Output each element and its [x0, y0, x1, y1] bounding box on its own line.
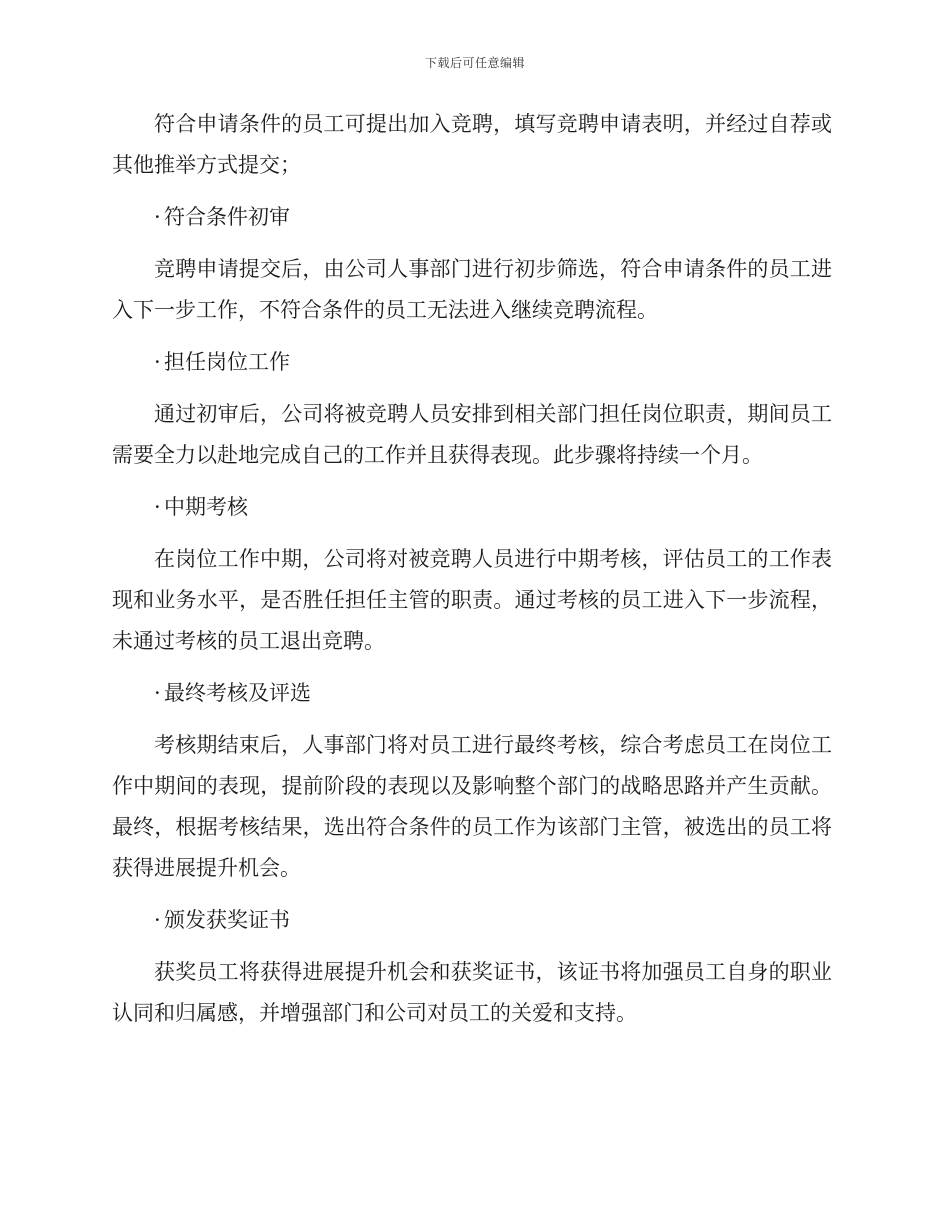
section-heading [112, 197, 832, 238]
section-heading-text: 符合条件初审 [164, 205, 290, 229]
page-header: 下载后可任意编辑 [424, 56, 525, 70]
paragraph: 通过初审后，公司将被竞聘人员安排到相关部门担任岗位职责，期间员工需要全力以赴地完成自己的工作并且获得表现。此步骤将持续一个月。 [112, 402, 832, 467]
paragraph: 符合申请条件的员工可提出加入竞聘，填写竞聘申请表明，并经过自荐或其他推举方式提交； [112, 112, 832, 177]
bullet-dot: · [154, 681, 161, 705]
paragraph: 考核期结束后，人事部门将对员工进行最终考核，综合考虑员工在岗位工作中期间的表现，提前阶段的表现以及影响整个部门的战略思路并产生贡献。最终，根据考核结果，选出符合条件的员工作为该部门主管，被选出的员工将获得进展提升机会。 [112, 733, 832, 880]
bullet-dot: · [154, 350, 161, 374]
paragraph: 在岗位工作中期，公司将对被竞聘人员进行中期考核，评估员工的工作表现和业务水平，是否胜任担任主管的职责。通过考核的员工进入下一步流程，未通过考核的员工退出竞聘。 [112, 547, 832, 653]
section-heading [112, 342, 832, 383]
document-body [112, 104, 832, 1045]
section-heading-text: 中期考核 [164, 495, 248, 519]
bullet-dot: · [154, 205, 161, 229]
section-heading-text: 颁发获奖证书 [164, 908, 290, 932]
bullet-dot: · [154, 495, 161, 519]
section-heading-text: 担任岗位工作 [164, 350, 290, 374]
section-heading [112, 487, 832, 528]
section-heading [112, 673, 832, 714]
section-heading-text: 最终考核及评选 [164, 681, 311, 705]
paragraph: 获奖员工将获得进展提升机会和获奖证书，该证书将加强员工自身的职业认同和归属感，并增强部门和公司对员工的关爱和支持。 [112, 960, 832, 1025]
section-heading [112, 900, 832, 941]
bullet-dot: · [154, 908, 161, 932]
paragraph: 竞聘申请提交后，由公司人事部门进行初步筛选，符合申请条件的员工进入下一步工作，不符合条件的员工无法进入继续竞聘流程。 [112, 257, 832, 322]
